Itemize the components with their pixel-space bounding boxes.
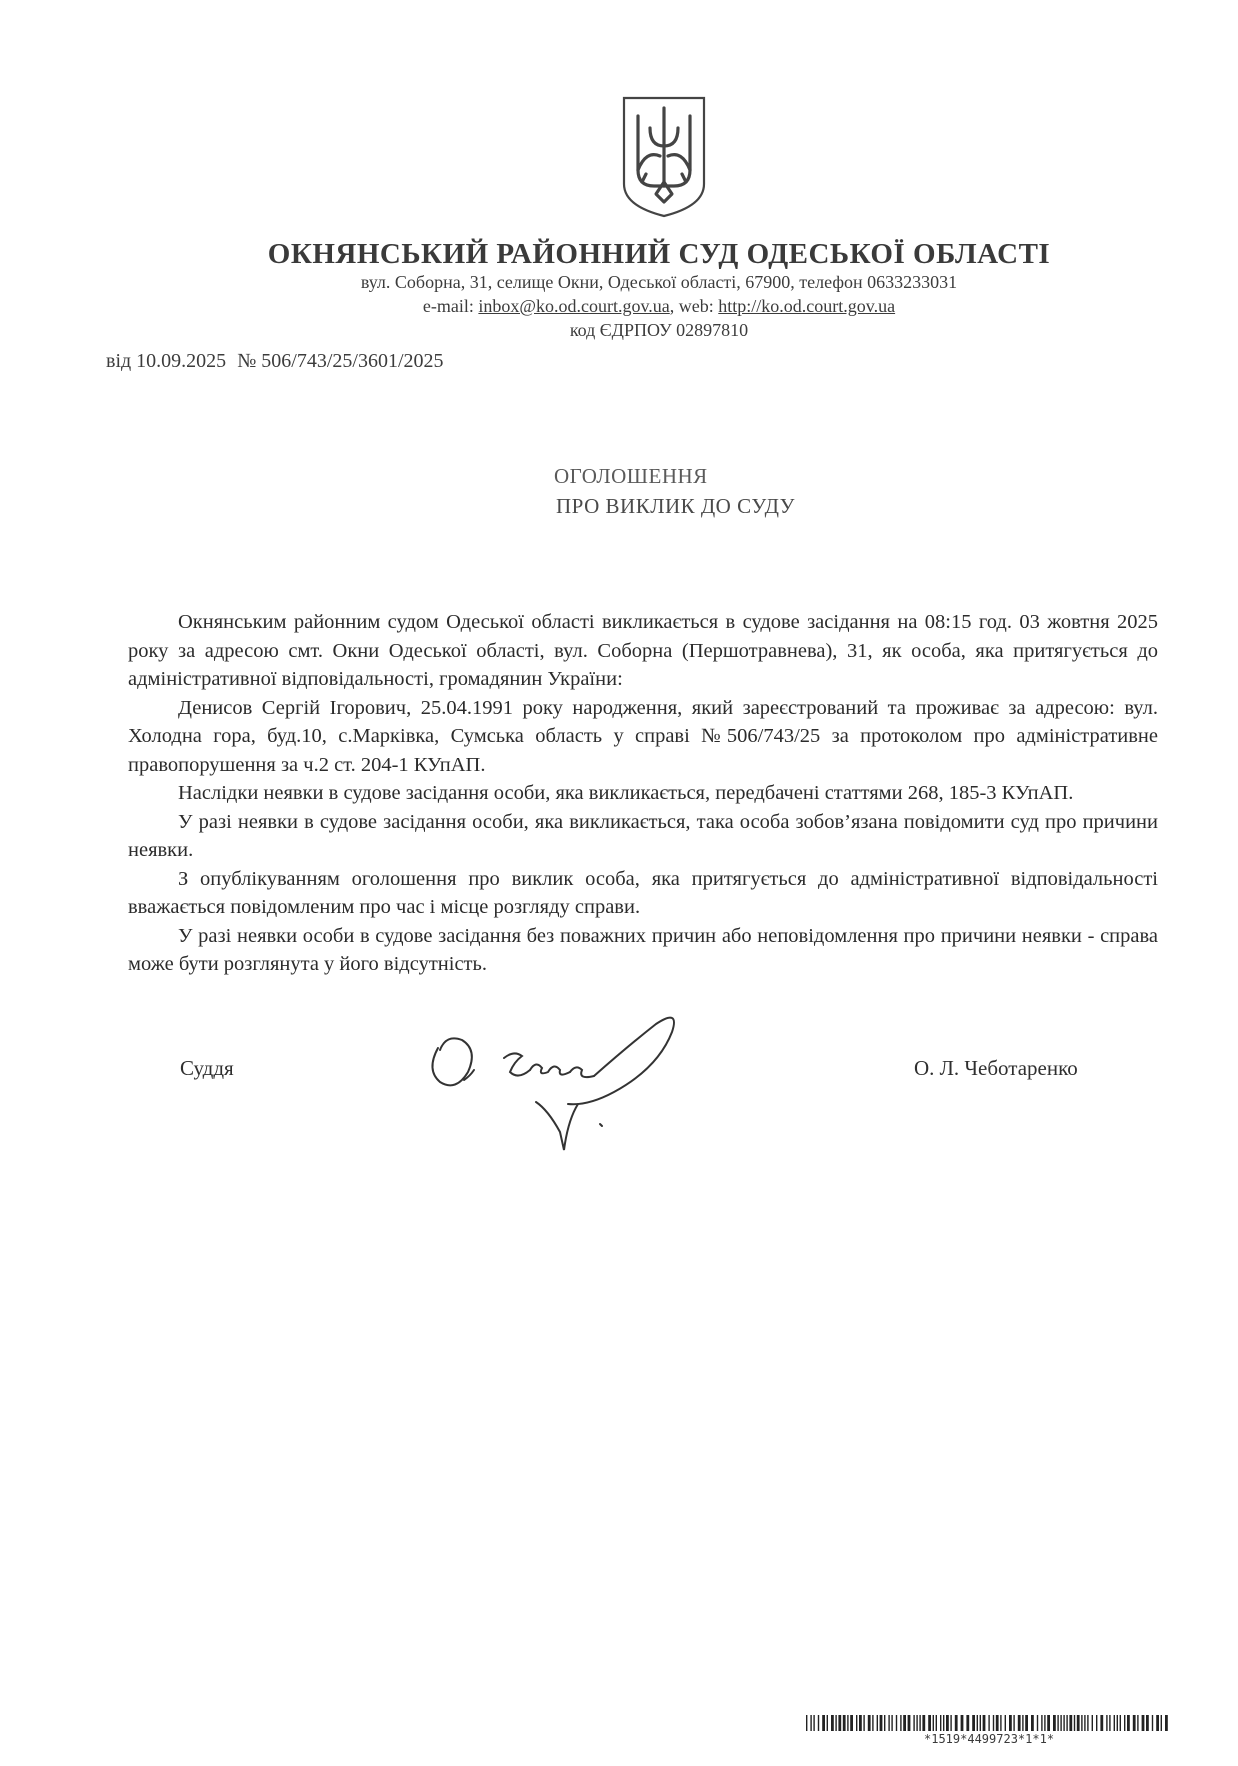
barcode-bar bbox=[940, 1715, 941, 1731]
barcode-bar bbox=[1114, 1715, 1115, 1731]
barcode bbox=[806, 1715, 1168, 1731]
barcode-bar bbox=[1087, 1715, 1088, 1731]
barcode-bar bbox=[1133, 1715, 1136, 1731]
barcode-bar bbox=[1013, 1715, 1014, 1731]
barcode-bar bbox=[1057, 1715, 1058, 1731]
coat-of-arms-icon bbox=[620, 94, 708, 220]
barcode-bar bbox=[1120, 1715, 1121, 1731]
barcode-bar bbox=[1156, 1715, 1159, 1731]
barcode-bar bbox=[1081, 1715, 1082, 1731]
paragraph: Денисов Сергій Ігорович, 25.04.1991 року народження, який зареєстрований та проживає за адресою: вул. Холодна гора, буд.10, с.Марківка, Сумська область у справі №506/743/25 за протоколом про адміністративне правопорушення за ч.2 ст. 204-1 КУпАП. bbox=[128, 696, 1158, 776]
barcode-bar bbox=[822, 1715, 825, 1731]
barcode-bar bbox=[868, 1715, 871, 1731]
barcode-bar bbox=[1084, 1715, 1085, 1731]
barcode-bar bbox=[1077, 1715, 1080, 1731]
barcode-bar bbox=[1146, 1715, 1149, 1731]
barcode-bar bbox=[810, 1715, 811, 1731]
barcode-bar bbox=[977, 1715, 978, 1731]
barcode-bar bbox=[872, 1715, 873, 1731]
barcode-bar bbox=[1100, 1715, 1103, 1731]
barcode-bar bbox=[1096, 1715, 1097, 1731]
barcode-bar bbox=[980, 1715, 981, 1731]
barcode-bar bbox=[838, 1715, 841, 1731]
barcode-bar bbox=[928, 1715, 931, 1731]
judge-name: О. Л. Чеботаренко bbox=[914, 1056, 1078, 1080]
court-contacts bbox=[0, 296, 1238, 317]
barcode-bar bbox=[1031, 1715, 1034, 1731]
web-label: , web: bbox=[669, 296, 719, 316]
barcode-bar bbox=[1127, 1715, 1130, 1731]
barcode-bar bbox=[1092, 1715, 1093, 1731]
barcode-bar bbox=[922, 1715, 925, 1731]
barcode-bar bbox=[1074, 1715, 1075, 1731]
barcode-bar bbox=[988, 1715, 989, 1731]
barcode-bar bbox=[850, 1715, 853, 1731]
barcode-bar bbox=[1069, 1715, 1072, 1731]
barcode-bar bbox=[835, 1715, 836, 1731]
announcement-body bbox=[128, 608, 1158, 979]
barcode-bar bbox=[1137, 1715, 1138, 1731]
court-name: ОКНЯНСЬКИЙ РАЙОННИЙ СУД ОДЕСЬКОЇ ОБЛАСТІ bbox=[267, 238, 1051, 270]
barcode-bar bbox=[847, 1715, 848, 1731]
barcode-bar bbox=[966, 1715, 969, 1731]
barcode-bar bbox=[1161, 1715, 1162, 1731]
barcode-bar bbox=[831, 1715, 834, 1731]
barcode-bar bbox=[818, 1715, 819, 1731]
barcode-bar bbox=[993, 1715, 994, 1731]
barcode-bar bbox=[972, 1715, 975, 1731]
paragraph: Наслідки неявки в судове засідання особи, яка викликається, передбачені статтями 268, 185-3 КУпАП. bbox=[178, 782, 1074, 804]
barcode-bar bbox=[884, 1715, 885, 1731]
barcode-bar bbox=[908, 1715, 911, 1731]
barcode-bar bbox=[1066, 1715, 1067, 1731]
barcode-bar bbox=[955, 1715, 958, 1731]
barcode-bar bbox=[896, 1715, 897, 1731]
barcode-bar bbox=[880, 1715, 883, 1731]
barcode-bar bbox=[1000, 1715, 1001, 1731]
paragraph: З опублікуванням оголошення про виклик особа, яка притягується до адміністративної відповідальності вважається повідомленим про час і місце розгляду справи. bbox=[128, 867, 1158, 918]
barcode-bar bbox=[1124, 1715, 1125, 1731]
barcode-bar bbox=[877, 1715, 878, 1731]
barcode-bar bbox=[843, 1715, 846, 1731]
barcode-bar bbox=[961, 1715, 964, 1731]
barcode-bar bbox=[1106, 1715, 1107, 1731]
barcode-bar bbox=[1044, 1715, 1045, 1731]
barcode-bar bbox=[996, 1715, 999, 1731]
barcode-bar bbox=[888, 1715, 889, 1731]
barcode-bar bbox=[919, 1715, 920, 1731]
barcode-bar bbox=[1005, 1715, 1006, 1731]
barcode-text: *1519*4499723*1*1* bbox=[924, 1732, 1055, 1746]
barcode-bar bbox=[1063, 1715, 1064, 1731]
barcode-bar bbox=[859, 1715, 862, 1731]
barcode-bar bbox=[813, 1715, 814, 1731]
barcode-bar bbox=[806, 1715, 807, 1731]
barcode-bar bbox=[1009, 1715, 1012, 1731]
outgoing-reference bbox=[106, 350, 450, 373]
outgoing-number: № 506/743/25/3601/2025 bbox=[237, 350, 444, 372]
barcode-bar bbox=[1018, 1715, 1021, 1731]
paragraph: Окнянським районним судом Одеської області викликається в судове засідання на 08:15 год. 03 жовтня 2025 року за адресою смт. Окни Одеської області, вул. Соборна (Першотравнева), 31, як особа, яка притягується до адміністративної відповідальності, громадянин України: bbox=[128, 611, 1158, 690]
barcode-bar bbox=[1109, 1715, 1110, 1731]
barcode-bar bbox=[916, 1715, 917, 1731]
barcode-bar bbox=[1022, 1715, 1023, 1731]
announcement-subtitle: ПРО ВИКЛИК ДО СУДУ bbox=[556, 494, 796, 518]
barcode-bar bbox=[1117, 1715, 1118, 1731]
paragraph: У разі неявки в судове засідання особи, яка викликається, така особа зобов’язана повідомити суд про причини неявки. bbox=[128, 810, 1158, 861]
barcode-bar bbox=[983, 1715, 986, 1731]
barcode-bar bbox=[913, 1715, 914, 1731]
paragraph: У разі неявки особи в судове засідання без поважних причин або неповідомлення про причини неявки - справа може бути розглянута у його відсутність. bbox=[128, 924, 1158, 975]
barcode-bar bbox=[1060, 1715, 1061, 1731]
email-link[interactable]: inbox@ko.od.court.gov.ua bbox=[478, 296, 670, 316]
court-address: вул. Соборна, 31, селище Окни, Одеської області, 67900, телефон 0633233031 bbox=[360, 272, 958, 292]
barcode-bar bbox=[1025, 1715, 1028, 1731]
handwritten-signature bbox=[418, 1010, 718, 1160]
barcode-bar bbox=[903, 1715, 906, 1731]
judge-label: Суддя bbox=[180, 1056, 234, 1080]
barcode-bar bbox=[1053, 1715, 1056, 1731]
barcode-bar bbox=[900, 1715, 901, 1731]
barcode-bar bbox=[943, 1715, 944, 1731]
edrpou-code: код ЄДРПОУ 02897810 bbox=[569, 320, 749, 340]
barcode-bar bbox=[891, 1715, 892, 1731]
barcode-bar bbox=[1142, 1715, 1145, 1731]
barcode-bar bbox=[1037, 1715, 1038, 1731]
barcode-bar bbox=[1041, 1715, 1042, 1731]
barcode-bar bbox=[856, 1715, 857, 1731]
email-label: e-mail: bbox=[422, 296, 479, 316]
outgoing-date: від 10.09.2025 bbox=[106, 350, 227, 372]
barcode-bar bbox=[1152, 1715, 1153, 1731]
barcode-bar bbox=[950, 1715, 951, 1731]
barcode-bar bbox=[933, 1715, 934, 1731]
barcode-bar bbox=[1047, 1715, 1050, 1731]
barcode-bar bbox=[863, 1715, 864, 1731]
barcode-bar bbox=[1165, 1715, 1168, 1731]
web-link[interactable]: http://ko.od.court.gov.ua bbox=[718, 296, 896, 316]
announcement-title: ОГОЛОШЕННЯ bbox=[554, 464, 708, 488]
barcode-bar bbox=[946, 1715, 949, 1731]
barcode-bar bbox=[936, 1715, 937, 1731]
barcode-bar bbox=[827, 1715, 828, 1731]
